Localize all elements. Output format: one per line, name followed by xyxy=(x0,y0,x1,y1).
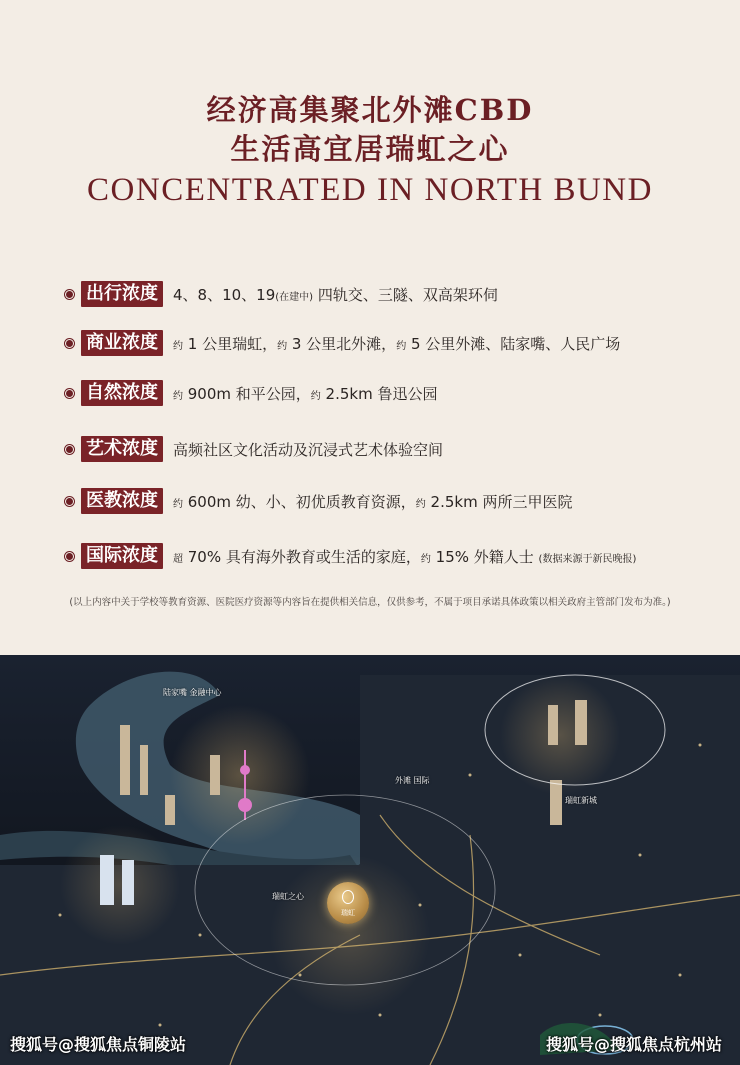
headline-line-1: 经济高集聚北外滩CBD xyxy=(206,93,534,127)
disclaimer-note: (以上内容中关于学校等教育资源、医院医疗资源等内容旨在提供相关信息，仅供参考，不属于项目承诺具体政策以相关政府主管部门发布为准。) xyxy=(69,597,671,608)
logo-badge-label: 瑞虹 xyxy=(341,909,355,917)
city-aerial-photo xyxy=(0,655,740,1065)
night-city-illustration xyxy=(0,655,740,1065)
map-label-lujiazui: 陆家嘴 金融中心 xyxy=(163,688,222,697)
map-label-project: 瑞虹之心 xyxy=(272,892,304,901)
feature-row-commerce xyxy=(66,329,620,357)
bullet-icon xyxy=(66,340,73,347)
headline-line-2: 生活高宜居瑞虹之心 xyxy=(230,132,510,166)
feature-row-nature xyxy=(66,379,437,407)
bullet-icon xyxy=(66,553,73,560)
logo-icon xyxy=(342,890,354,904)
feature-tag: 商业浓度 xyxy=(81,330,163,356)
feature-desc: 约 900m 和平公园，约 2.5km 鲁迅公园 xyxy=(173,384,438,403)
bullet-icon xyxy=(66,446,73,453)
feature-tag: 艺术浓度 xyxy=(81,436,163,462)
feature-row-education xyxy=(66,487,572,515)
feature-tag: 自然浓度 xyxy=(81,380,163,406)
feature-row-international xyxy=(66,542,636,570)
feature-desc: 4、8、10、19(在建中) 四轨交、三隧、双高架环伺 xyxy=(173,285,498,304)
bullet-icon xyxy=(66,390,73,397)
feature-tag: 出行浓度 xyxy=(81,281,163,307)
bullet-icon xyxy=(66,291,73,298)
feature-row-art xyxy=(66,435,443,463)
feature-desc: 高频社区文化活动及沉浸式艺术体验空间 xyxy=(173,440,444,459)
watermark-left: 搜狐号@搜狐焦点铜陵站 xyxy=(10,1035,187,1054)
feature-tag: 国际浓度 xyxy=(81,543,163,569)
bullet-icon xyxy=(66,498,73,505)
watermark-right: 搜狐号@搜狐焦点杭州站 xyxy=(545,1035,722,1054)
feature-tag: 医教浓度 xyxy=(81,488,163,514)
feature-desc: 超 70% 具有海外教育或生活的家庭，约 15% 外籍人士 (数据来源于新民晚报) xyxy=(173,547,637,566)
feature-row-transport xyxy=(66,280,498,308)
map-label-north-bund: 外滩 国际 xyxy=(395,776,430,785)
headline-english: CONCENTRATED IN NORTH BUND xyxy=(87,172,653,208)
project-logo-badge xyxy=(327,882,369,924)
feature-desc: 约 1 公里瑞虹，约 3 公里北外滩，约 5 公里外滩、陆家嘴、人民广场 xyxy=(173,334,621,353)
feature-desc: 约 600m 幼、小、初优质教育资源，约 2.5km 两所三甲医院 xyxy=(173,492,573,511)
map-label-ruihong: 瑞虹新城 xyxy=(565,796,597,805)
